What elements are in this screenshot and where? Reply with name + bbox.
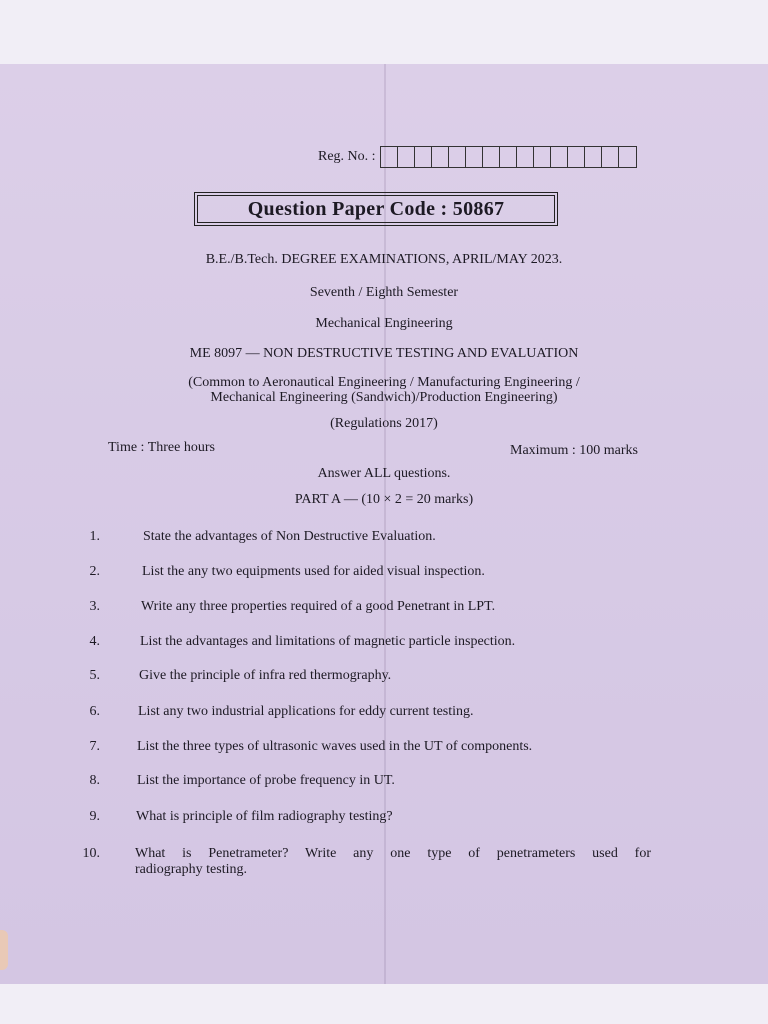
question-text: State the advantages of Non Destructive Evaluation. xyxy=(143,529,436,544)
instruction: Answer ALL questions. xyxy=(317,466,451,481)
question-number: 9. xyxy=(89,809,100,824)
question-text: What is principle of film radiography testing? xyxy=(136,809,393,824)
common-to-line1: (Common to Aeronautical Engineering / Manufacturing Engineering / xyxy=(188,375,580,390)
question-paper-code-box xyxy=(194,192,558,226)
question-paper-code: Question Paper Code : 50867 xyxy=(197,195,555,223)
question-number: 1. xyxy=(89,529,100,544)
question-number: 6. xyxy=(89,704,100,719)
question-number: 8. xyxy=(89,773,100,788)
reg-no-boxes xyxy=(380,146,637,168)
reg-no-label: Reg. No. : xyxy=(318,149,376,164)
question-number: 7. xyxy=(89,739,100,754)
question-text: List the any two equipments used for aided visual inspection. xyxy=(142,564,485,579)
exam-title: B.E./B.Tech. DEGREE EXAMINATIONS, APRIL/MAY 2023. xyxy=(205,252,563,267)
question-number: 5. xyxy=(89,668,100,683)
department: Mechanical Engineering xyxy=(315,316,453,331)
reg-no xyxy=(318,146,637,168)
question-text: Give the principle of infra red thermography. xyxy=(139,668,392,683)
question-text: What is Penetrameter? Write any one type of penetrameters used for xyxy=(135,846,651,861)
question-text: Write any three properties required of a good Penetrant in LPT. xyxy=(141,599,496,614)
question-number: 2. xyxy=(89,564,100,579)
part-a-heading: PART A — (10 × 2 = 20 marks) xyxy=(294,492,474,507)
finger-edge xyxy=(0,930,8,970)
question-text-continued: radiography testing. xyxy=(135,862,247,877)
question-number: 3. xyxy=(89,599,100,614)
question-text: List any two industrial applications for eddy current testing. xyxy=(138,704,474,719)
question-text: List the importance of probe frequency in UT. xyxy=(137,773,395,788)
question-text: List the three types of ultrasonic waves used in the UT of components. xyxy=(137,739,533,754)
question-number: 10. xyxy=(82,846,100,861)
max-marks: Maximum : 100 marks xyxy=(510,443,638,458)
semester: Seventh / Eighth Semester xyxy=(309,285,459,300)
regulations: (Regulations 2017) xyxy=(330,416,438,431)
common-to-line2: Mechanical Engineering (Sandwich)/Production Engineering) xyxy=(210,390,558,405)
course-title: ME 8097 — NON DESTRUCTIVE TESTING AND EVALUATION xyxy=(189,346,579,361)
time-label: Time : Three hours xyxy=(108,440,215,455)
question-number: 4. xyxy=(89,634,100,649)
question-text: List the advantages and limitations of magnetic particle inspection. xyxy=(140,634,516,649)
